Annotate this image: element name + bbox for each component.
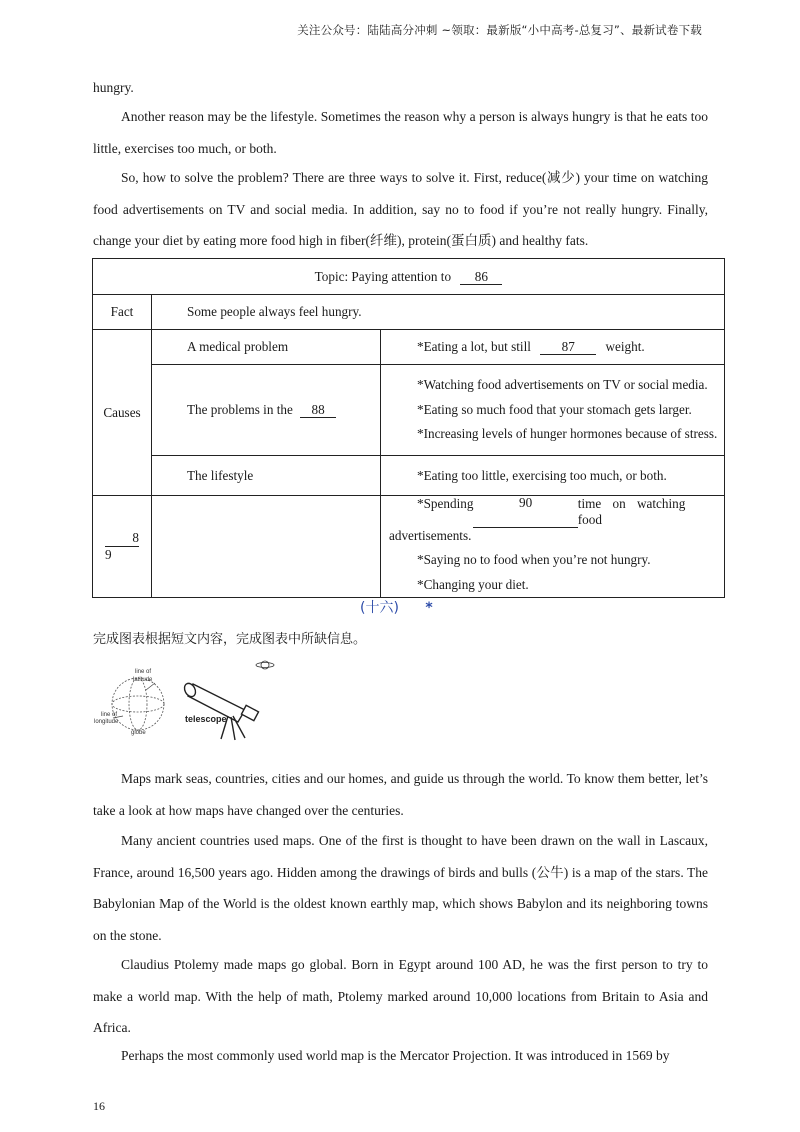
fact-label: Fact [93, 295, 152, 330]
blank-89-cell[interactable] [93, 496, 152, 598]
cause-lifestyle-detail: *Eating too little, exercising too much, or both. [381, 456, 725, 496]
section-title [360, 597, 433, 617]
graphic-organizer-table [92, 258, 725, 598]
cause-detail-line: *Eating so much food that your stomach gets larger. [417, 401, 692, 417]
longitude-label-1: line of [101, 712, 118, 718]
longitude-label-2: longitude [94, 719, 119, 725]
planet-icon [256, 661, 274, 669]
paragraph-ptolemy: Claudius Ptolemy made maps go global. Born in Egypt around 100 AD, he was the first person to try to make a world map. With the help of math, Ptolemy marked around 10,000 locations from Britain to Asia and Africa. [93, 957, 708, 1035]
paragraph-ancient-maps: Many ancient countries used maps. One of the first is thought to have been drawn on the wall in Lascaux, France, around 16,500 years ago. Hidden among the drawings of birds and bulls (公牛) is a map of the stars. The Babylonian Map of the World is the oldest known earthly map, which shows Babylon and its neighboring towns on the stone. [93, 833, 708, 943]
fact-text: Some people always feel hungry. [152, 295, 725, 330]
blank-88[interactable]: 88 [300, 403, 336, 418]
page-number: 16 [93, 1099, 105, 1113]
blank-89-bottom: 9 [105, 547, 112, 562]
star-icon: * [425, 600, 433, 616]
cause-medical-label: A medical problem [152, 330, 381, 365]
cause-detail-line: *Watching food advertisements on TV or social media. [417, 377, 708, 393]
blank-90[interactable]: 90 [473, 496, 577, 528]
cause-medical-suffix: weight. [605, 339, 645, 354]
empty-cell [152, 496, 381, 598]
globe-label: globe [131, 730, 146, 736]
blank-86[interactable]: 86 [460, 270, 502, 285]
paragraph-solve-problem: So, how to solve the problem? There are three ways to solve it. First, reduce(减少) your time on watching food advertisements on TV and social media. In addition, say no to food if you’re not really hungry. Finally, change your diet by eating more food high in fiber(纤维), protein(蛋白质) and healthy fats. [93, 170, 708, 248]
blank-89-top: 8 [105, 530, 139, 547]
cause-problems-label [152, 365, 381, 456]
globe-icon [112, 678, 164, 730]
section-number: (十六) [360, 600, 399, 616]
causes-label: Causes [93, 330, 152, 496]
table-row-cause-problems [93, 365, 725, 456]
table-row-solutions [93, 496, 725, 598]
solutions-details [381, 496, 725, 598]
solution-line-2: *Saying no to food when you’re not hungry. [417, 552, 651, 567]
telescope-icon [182, 681, 258, 740]
latitude-label-1: line of [135, 669, 152, 675]
topic-label: Topic: Paying attention to [314, 268, 452, 284]
table-row-cause-medical [93, 330, 725, 365]
table-row-topic [93, 259, 725, 295]
latitude-label-2: latitude [133, 677, 153, 683]
cause-problems-details [381, 365, 725, 456]
table-row-fact [93, 295, 725, 330]
solution-line-1 [389, 496, 716, 528]
paragraph-maps-intro: Maps mark seas, countries, cities and our homes, and guide us through the world. To know them better, let’s take a look at how maps have changed over the centuries. [93, 771, 708, 818]
cause-medical-prefix: *Eating a lot, but still [417, 339, 531, 354]
cause-problems-prefix: The problems in the [187, 402, 293, 417]
paragraph-lifestyle: Another reason may be the lifestyle. Sometimes the reason why a person is always hungry is that he eats too little, exercises too much, or both. [93, 109, 708, 156]
topic-cell [93, 259, 725, 295]
cause-lifestyle-label: The lifestyle [152, 456, 381, 496]
solution-1-continued: advertisements. [389, 528, 472, 543]
cause-detail-line: *Increasing levels of hunger hormones because of stress. [417, 426, 718, 442]
passage-line-hungry: hungry. [93, 80, 134, 95]
illustration-svg [93, 656, 283, 742]
telescope-label: telescope [185, 714, 227, 724]
globe-telescope-illustration [93, 656, 283, 747]
solution-1-suffix: time on watching food [577, 496, 686, 527]
instruction-text: 完成图表根据短文内容，完成图表中所缺信息。 [93, 632, 367, 647]
table-row-cause-lifestyle [93, 456, 725, 496]
cause-medical-detail [381, 330, 725, 365]
blank-87[interactable]: 87 [540, 340, 596, 355]
paragraph-mercator: Perhaps the most commonly used world map is the Mercator Projection. It was introduced in 1569 by [121, 1048, 670, 1063]
solution-line-3: *Changing your diet. [417, 576, 529, 592]
page-header: 关注公众号：陆陆高分冲刺 ~领取：最新版“小中高考-总复习”、最新试卷下载 [297, 23, 702, 37]
solution-1-prefix: *Spending [417, 496, 474, 511]
